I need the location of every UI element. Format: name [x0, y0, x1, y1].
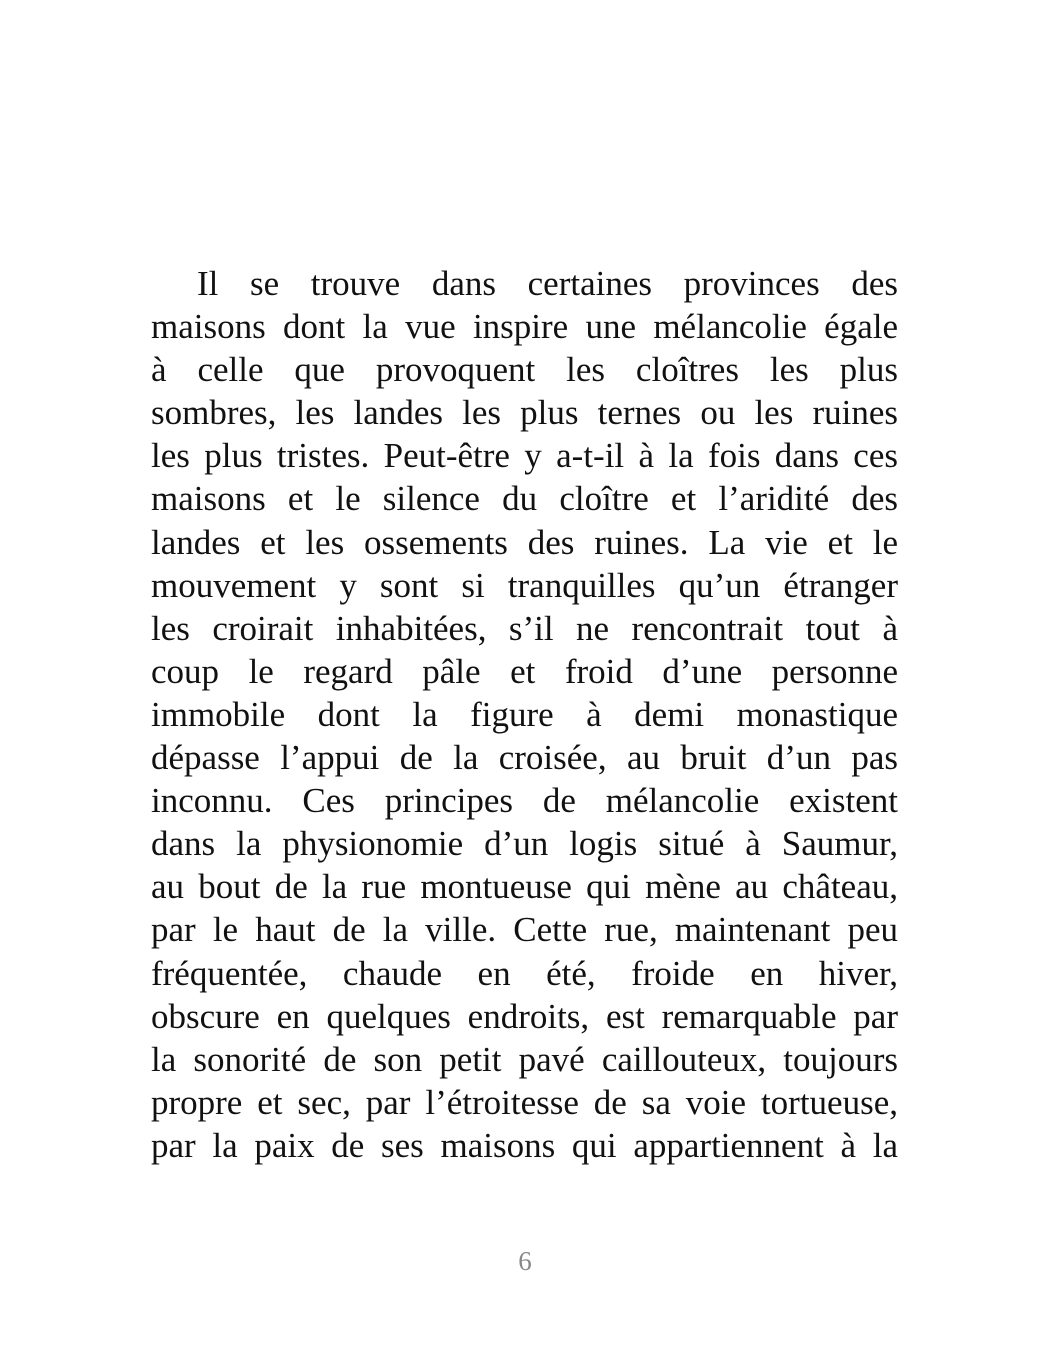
- paragraph-line: les plus tristes. Peut-être y a-t-il à la fois dans ces: [151, 436, 898, 476]
- paragraph-line: les croirait inhabitées, s’il ne rencontrait tout à: [151, 608, 898, 648]
- paragraph-line: coup le regard pâle et froid d’une personne: [151, 651, 898, 691]
- paragraph-line: sombres, les landes les plus ternes ou les ruines: [151, 393, 898, 433]
- paragraph-line: dépasse l’appui de la croisée, au bruit d’un pas: [151, 738, 898, 778]
- paragraph-line: maisons et le silence du cloître et l’aridité des: [151, 479, 898, 519]
- paragraph-line: dans la physionomie d’un logis situé à Saumur,: [151, 824, 898, 864]
- paragraph-line: fréquentée, chaude en été, froide en hiver,: [151, 953, 898, 993]
- paragraph-line: par la paix de ses maisons qui appartiennent à la: [151, 1125, 898, 1165]
- paragraph-line: par le haut de la ville. Cette rue, maintenant peu: [151, 910, 898, 950]
- paragraph-line: la sonorité de son petit pavé caillouteux, toujours: [151, 1039, 898, 1079]
- paragraph-line: propre et sec, par l’étroitesse de sa voie tortueuse,: [151, 1082, 898, 1122]
- paragraph-line: inconnu. Ces principes de mélancolie existent: [151, 781, 898, 821]
- paragraph-line: obscure en quelques endroits, est remarquable par: [151, 996, 898, 1036]
- paragraph-line: immobile dont la figure à demi monastique: [151, 694, 898, 734]
- body-paragraph: [151, 262, 898, 1167]
- paragraph-line: au bout de la rue montueuse qui mène au château,: [151, 867, 898, 907]
- paragraph-line: mouvement y sont si tranquilles qu’un étranger: [151, 565, 898, 605]
- paragraph-line: à celle que provoquent les cloîtres les plus: [151, 350, 898, 390]
- page-number: 6: [518, 1246, 532, 1276]
- paragraph-line: landes et les ossements des ruines. La vie et le: [151, 522, 898, 562]
- paragraph-line: maisons dont la vue inspire une mélancolie égale: [151, 307, 898, 347]
- paragraph-line: Il se trouve dans certaines provinces des: [197, 264, 898, 303]
